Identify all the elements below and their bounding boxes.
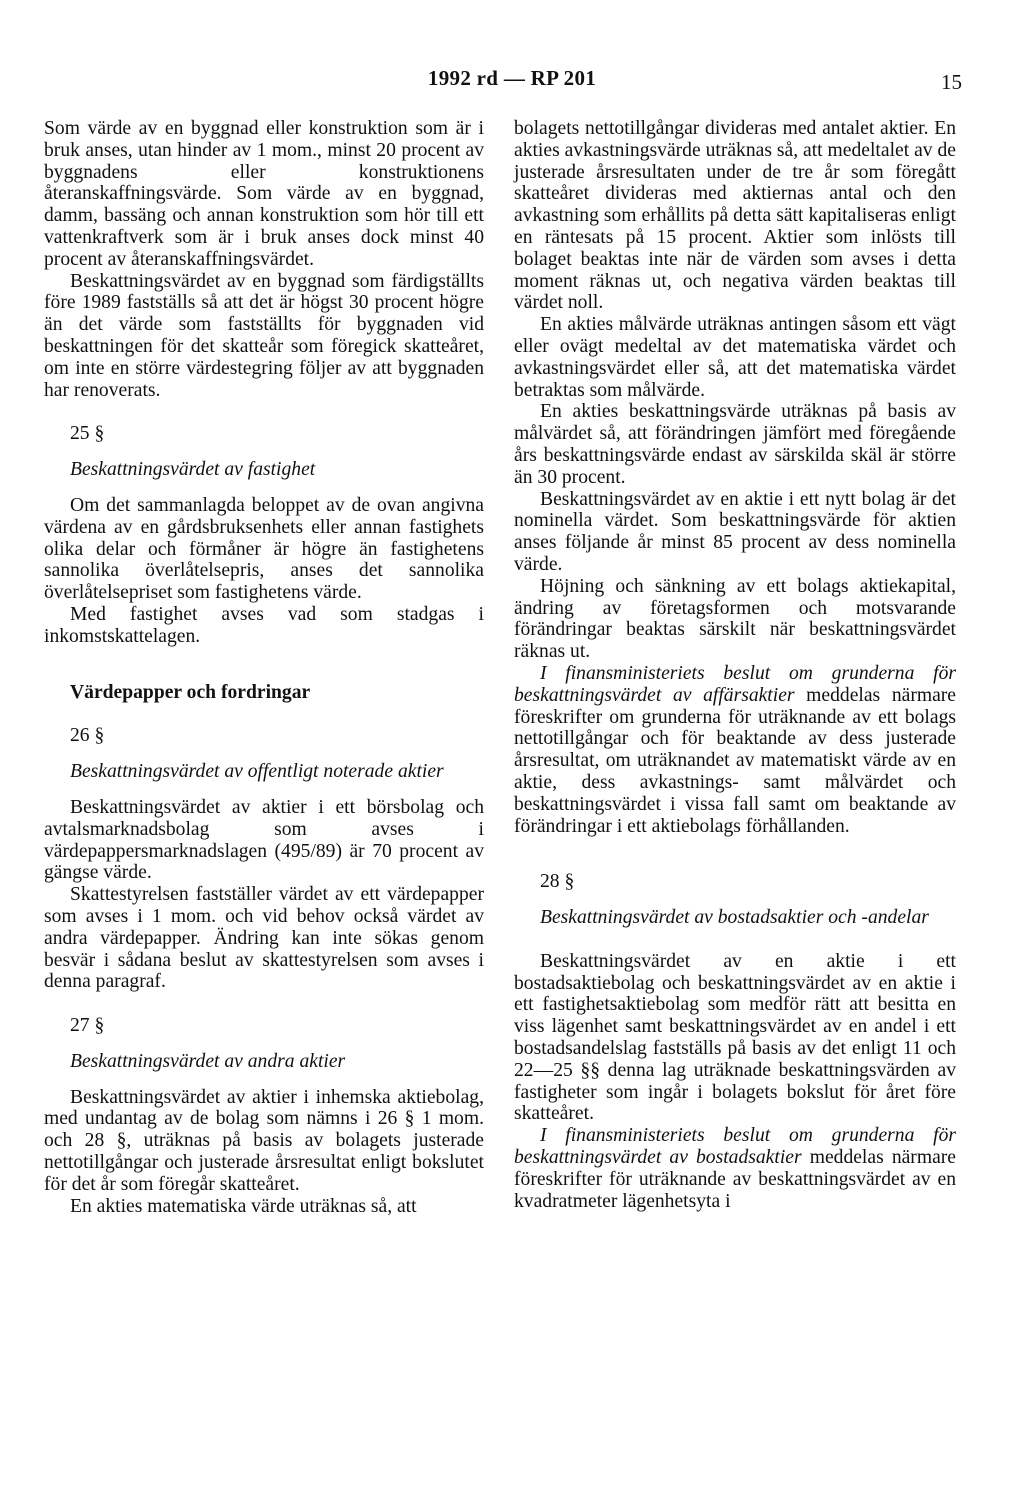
decision-title: I finansministeriets beslut om grunderna för beskattningsvärdet av affärsaktier: [514, 662, 956, 706]
section-title: Beskattningsvärdet av bostadsaktier och -andelar: [540, 907, 929, 929]
section-number: 28 §: [540, 871, 575, 893]
page-number: 15: [941, 70, 962, 94]
page-header: [0, 66, 1024, 96]
paragraph: Om det sammanlagda beloppet av de ovan angivna värdena av en gårdsbruksenhets eller annan fastighets olika delar och förmåner är högre än fastighetens sannolika överlåtelsepris, anses det sannolika överlåtelsepriset som fastighetens värde.: [44, 494, 484, 604]
paragraph: Beskattningsvärdet av en aktie i ett bostadsaktiebolag och beskattningsvärdet av en aktie i ett fastighetsaktiebolag som medför rätt att besitta en viss lägenhet samt beskattningsvärdet av en andel i ett bostadsandelslag fastställs på basis av det enligt 11 och 22—25 §§ denna lag uträknade beskattningsvärden av fastigheter som ingår i bolagets bokslut för året före skatteåret.: [514, 950, 956, 1125]
paragraph: Beskattningsvärdet av aktier i ett börsbolag och avtalsmarknadsbolag som avses i värdepappersmarknadslagen (495/89) är 70 procent av gängse värde.: [44, 796, 484, 884]
paragraph: En akties beskattningsvärde uträknas på basis av målvärdet så, att förändringen jämfört med föregående års beskattningsvärde endast av särskilda skäl är större än 30 procent.: [514, 401, 956, 488]
paragraph: bolagets nettotillgångar divideras med antalet aktier. En akties avkastningsvärde uträknas så, att medeltalet av de justerade årsresultaten under de tre år som föregått skatteåret divideras med aktiernas antal och den avkastning som erhållits på detta sätt kapitaliseras enligt en räntesats på 15 procent. Aktier som inlösts till bolaget beaktas inte när de värden som avses i detta moment räknas ut, och negativa värden beaktas till värdet noll.: [514, 118, 956, 314]
left-column: [44, 118, 484, 1217]
section-number: 25 §: [70, 423, 105, 445]
section-title: Beskattningsvärdet av offentligt noterade aktier: [70, 761, 444, 783]
paragraph: Beskattningsvärdet av en byggnad som färdigställts före 1989 fastställs så att det är högst 30 procent högre än det värde som fastställts för byggnaden vid beskattningen för det skatteår som föregick skatteåret, om inte en större värdestegring följer av att byggnaden har renoverats.: [44, 270, 484, 401]
paragraph: Skattestyrelsen fastställer värdet av ett värdepapper som avses i 1 mom. och vid behov också värdet av andra värdepapper. Ändring kan inte sökas genom besvär i sådana beslut av skattestyrelsen som avses i denna paragraf.: [44, 884, 484, 993]
chapter-heading: Värdepapper och fordringar: [70, 681, 311, 703]
paragraph-text: meddelas närmare föreskrifter för uträknande av beskattningsvärdet av en kvadratmeter lägenhetsyta i: [514, 1147, 956, 1212]
paragraph: [514, 1125, 956, 1212]
paragraph: Som värde av en byggnad eller konstruktion som är i bruk anses, utan hinder av 1 mom., minst 20 procent av byggnadens eller konstruktionens återanskaffningsvärde. Som värde av en byggnad, damm, bassäng och annan konstruktion som hör till ett vattenkraftverk som är i bruk anses dock minst 40 procent av återanskaffningsvärdet.: [44, 118, 484, 270]
paragraph: [514, 663, 956, 837]
document-title: 1992 rd — RP 201: [427, 66, 597, 90]
section-title: Beskattningsvärdet av andra aktier: [70, 1050, 346, 1072]
section-title: Beskattningsvärdet av fastighet: [70, 459, 316, 481]
right-column: [514, 118, 956, 1212]
section-number: 26 §: [70, 725, 105, 747]
paragraph: Höjning och sänkning av ett bolags aktiekapital, ändring av företagsformen och motsvarande förändringar beaktas särskilt när beskattningsvärdet räknas ut.: [514, 575, 956, 663]
paragraph: Beskattningsvärdet av aktier i inhemska aktiebolag, med undantag av de bolag som nämns i 26 § 1 mom. och 28 §, uträknas på basis av bolagets justerade nettotillgångar och justerade årsresultat enligt bokslutet för det år som föregår skatteåret.: [44, 1086, 484, 1195]
paragraph-text: meddelas närmare föreskrifter om grunderna för uträknande av ett bolags nettotillgångar och för beaktande av dess justerade årsresultat, om uträknandet av matematiskt värde av en aktie, dess avkastnings- samt målvärdet och beskattningsvärdet i vissa fall samt om beaktande av förändringar i ett aktiebolags förhållanden.: [514, 684, 957, 837]
paragraph: Med fastighet avses vad som stadgas i inkomstskattelagen.: [44, 603, 484, 647]
decision-title: I finansministeriets beslut om grunderna för beskattningsvärdet av bostadsaktier: [514, 1125, 956, 1169]
paragraph: En akties målvärde uträknas antingen såsom ett vägt eller ovägt medeltal av det matematiska värdet och avkastningsvärdet eller så, att det matematiska värdet betraktas som målvärde.: [514, 314, 956, 401]
paragraph: En akties matematiska värde uträknas så, att: [70, 1195, 417, 1217]
section-number: 27 §: [70, 1015, 105, 1037]
paragraph: Beskattningsvärdet av en aktie i ett nytt bolag är det nominella värdet. Som beskattningsvärde för aktien anses följande år minst 85 procent av dess nominella värde.: [514, 488, 956, 575]
